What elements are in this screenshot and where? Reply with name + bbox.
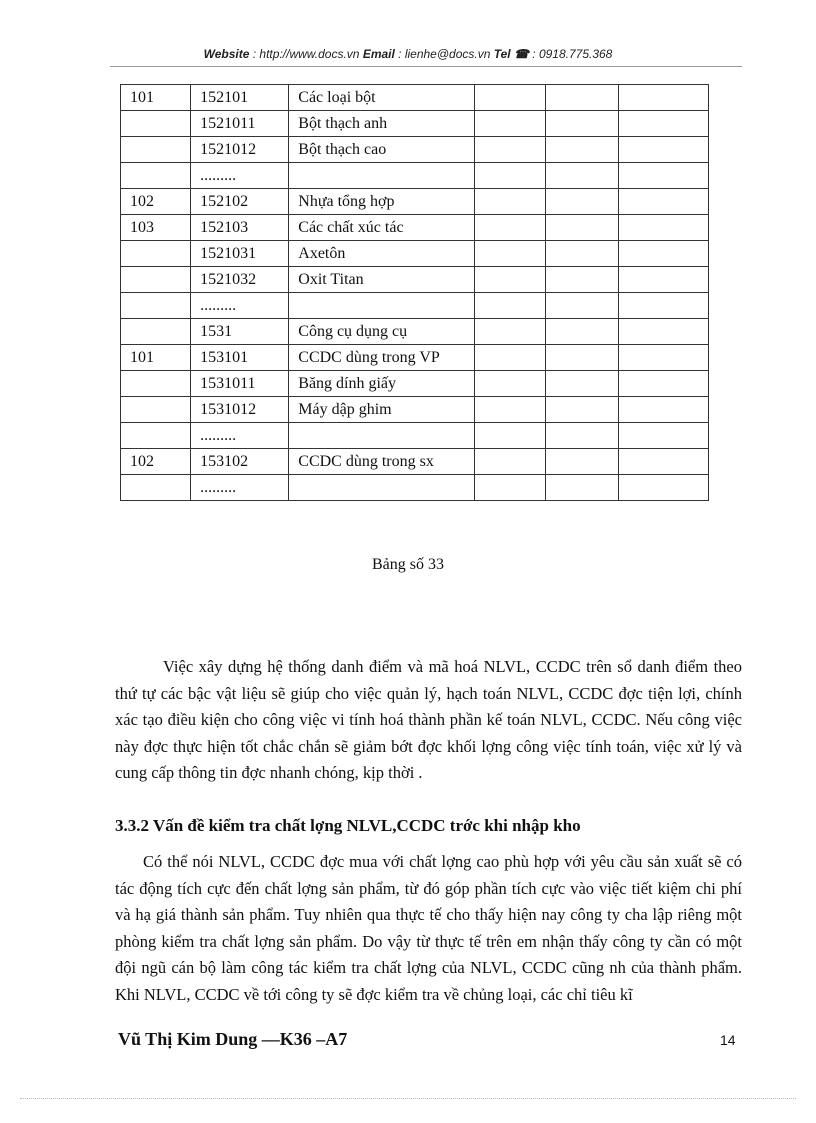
table-cell: Bột thạch anh	[289, 111, 474, 137]
table-cell	[545, 319, 618, 345]
table-cell	[121, 397, 191, 423]
table-cell: Máy dập ghim	[289, 397, 474, 423]
table-row	[121, 267, 709, 293]
table-cell	[618, 475, 708, 501]
table-cell	[618, 215, 708, 241]
table-cell	[474, 85, 545, 111]
table-cell	[474, 163, 545, 189]
table-cell	[474, 397, 545, 423]
table-cell: 1521031	[191, 241, 289, 267]
table-cell	[474, 449, 545, 475]
table-cell	[545, 189, 618, 215]
table-row	[121, 111, 709, 137]
table-cell	[474, 137, 545, 163]
website-label: Website	[203, 47, 250, 61]
table-cell	[618, 319, 708, 345]
table-cell	[121, 475, 191, 501]
table-row	[121, 397, 709, 423]
table-cell	[474, 111, 545, 137]
page-header	[0, 47, 816, 61]
table-row	[121, 163, 709, 189]
table-cell	[474, 215, 545, 241]
table-cell	[618, 267, 708, 293]
table-cell	[474, 475, 545, 501]
table-cell	[545, 371, 618, 397]
table-cell: 102	[121, 449, 191, 475]
table-cell	[121, 137, 191, 163]
table-cell	[121, 111, 191, 137]
table-cell: 101	[121, 85, 191, 111]
table-cell: 1521032	[191, 267, 289, 293]
footer-divider	[20, 1098, 796, 1099]
table-cell	[618, 397, 708, 423]
table-cell	[289, 475, 474, 501]
table-cell	[545, 163, 618, 189]
table-cell: 1531012	[191, 397, 289, 423]
table-cell: 101	[121, 345, 191, 371]
table-row	[121, 241, 709, 267]
table-cell: 153101	[191, 345, 289, 371]
table-cell	[121, 319, 191, 345]
table-row	[121, 137, 709, 163]
table-cell: .........	[191, 163, 289, 189]
table-cell	[121, 423, 191, 449]
table-cell	[545, 111, 618, 137]
table-cell	[545, 397, 618, 423]
website-value: : http://www.docs.vn	[249, 47, 363, 61]
table-cell	[474, 293, 545, 319]
table-body	[121, 85, 709, 501]
table-cell	[618, 241, 708, 267]
page-number: 14	[720, 1032, 736, 1048]
paragraph-2: Có thể nói NLVL, CCDC đợc mua với chất lợng cao phù hợp với yêu cầu sản xuất sẽ có tác động tích cực đến chất lợng sản phẩm, từ đó góp phần tích cực vào việc tiết kiệm chi phí và hạ giá thành sản phẩm. Tuy nhiên qua thực tế cho thấy hiện nay công ty cha lập riêng một phòng kiểm tra chất lợng sản phẩm. Do vậy từ thực tế trên em nhận thấy công ty cần có một đội ngũ cán bộ làm công tác kiểm tra chất lợng của NLVL, CCDC cũng nh của thành phẩm. Khi NLVL, CCDC về tới công ty sẽ đợc kiểm tra về chủng loại, các chỉ tiêu kĩ	[115, 852, 742, 1004]
table-cell: CCDC dùng trong VP	[289, 345, 474, 371]
table-cell	[121, 241, 191, 267]
table-cell	[545, 423, 618, 449]
table-row	[121, 371, 709, 397]
footer-author: Vũ Thị Kim Dung —K36 –A7	[118, 1029, 348, 1049]
table-cell: 103	[121, 215, 191, 241]
table-cell: Các chất xúc tác	[289, 215, 474, 241]
header-divider	[110, 66, 742, 67]
table-caption: Bảng số 33	[372, 556, 444, 573]
email-value: : lienhe@docs.vn	[394, 47, 494, 61]
table-cell	[618, 85, 708, 111]
table-cell	[474, 189, 545, 215]
table-cell	[618, 163, 708, 189]
table-cell	[618, 189, 708, 215]
table-cell: Công cụ dụng cụ	[289, 319, 474, 345]
table-cell: 1521011	[191, 111, 289, 137]
table-cell	[289, 423, 474, 449]
tel-value: : 0918.775.368	[528, 47, 613, 61]
table-cell: Nhựa tổng hợp	[289, 189, 474, 215]
table-cell	[618, 345, 708, 371]
table-row	[121, 189, 709, 215]
table-cell	[545, 241, 618, 267]
table-cell	[618, 371, 708, 397]
table-cell	[545, 449, 618, 475]
table-cell	[618, 111, 708, 137]
table-cell	[618, 449, 708, 475]
table-row	[121, 423, 709, 449]
table-cell	[121, 371, 191, 397]
table-cell: 152102	[191, 189, 289, 215]
table-cell	[545, 215, 618, 241]
table-cell: .........	[191, 423, 289, 449]
table-cell: Axetôn	[289, 241, 474, 267]
material-code-table	[120, 84, 709, 501]
table-cell	[545, 475, 618, 501]
table-row	[121, 319, 709, 345]
table-row	[121, 215, 709, 241]
table-cell	[289, 163, 474, 189]
paragraph-1: Việc xây dựng hệ thống danh điểm và mã hoá NLVL, CCDC trên sổ danh điểm theo thứ tự các bậc vật liệu sẽ giúp cho việc quản lý, hạch toán NLVL, CCDC đợc tiện lợi, chính xác tạo điều kiện cho công việc vi tính hoá thành phần kế toán NLVL, CCDC. Nếu công việc này đợc thực hiện tốt chắc chắn sẽ giảm bớt đợc khối lợng công việc tính toán, việc xử lý và cung cấp thông tin đợc nhanh chóng, kịp thời .	[115, 657, 742, 782]
table-cell	[545, 345, 618, 371]
table-cell	[618, 293, 708, 319]
table-cell: 1531011	[191, 371, 289, 397]
table-cell: 153102	[191, 449, 289, 475]
table-cell: .........	[191, 475, 289, 501]
email-label: Email	[362, 47, 395, 61]
table-row	[121, 293, 709, 319]
table-cell	[474, 423, 545, 449]
table-cell	[474, 267, 545, 293]
table-cell: 152103	[191, 215, 289, 241]
table-cell: Oxit Titan	[289, 267, 474, 293]
table-cell: 102	[121, 189, 191, 215]
table-cell: 1521012	[191, 137, 289, 163]
table-cell	[474, 345, 545, 371]
table-cell: Băng dính giấy	[289, 371, 474, 397]
table-row	[121, 345, 709, 371]
table-cell	[474, 371, 545, 397]
table-row	[121, 85, 709, 111]
table-cell	[545, 137, 618, 163]
section-heading: 3.3.2 Vấn đề kiểm tra chất lợng NLVL,CCDC trớc khi nhập kho	[115, 816, 581, 835]
phone-icon: ☎	[513, 47, 529, 61]
table-cell	[289, 293, 474, 319]
table-cell: 1531	[191, 319, 289, 345]
table-cell: 152101	[191, 85, 289, 111]
table-cell	[121, 267, 191, 293]
table-row	[121, 475, 709, 501]
table-cell: Bột thạch cao	[289, 137, 474, 163]
table-cell	[474, 319, 545, 345]
table-cell	[545, 293, 618, 319]
table-cell	[545, 85, 618, 111]
table-cell	[545, 267, 618, 293]
table-cell	[474, 241, 545, 267]
table-cell	[618, 137, 708, 163]
table-cell: CCDC dùng trong sx	[289, 449, 474, 475]
table-cell: Các loại bột	[289, 85, 474, 111]
table-cell	[121, 163, 191, 189]
table-row	[121, 449, 709, 475]
table-cell	[618, 423, 708, 449]
table-cell: .........	[191, 293, 289, 319]
tel-label: Tel	[493, 47, 511, 61]
table-cell	[121, 293, 191, 319]
